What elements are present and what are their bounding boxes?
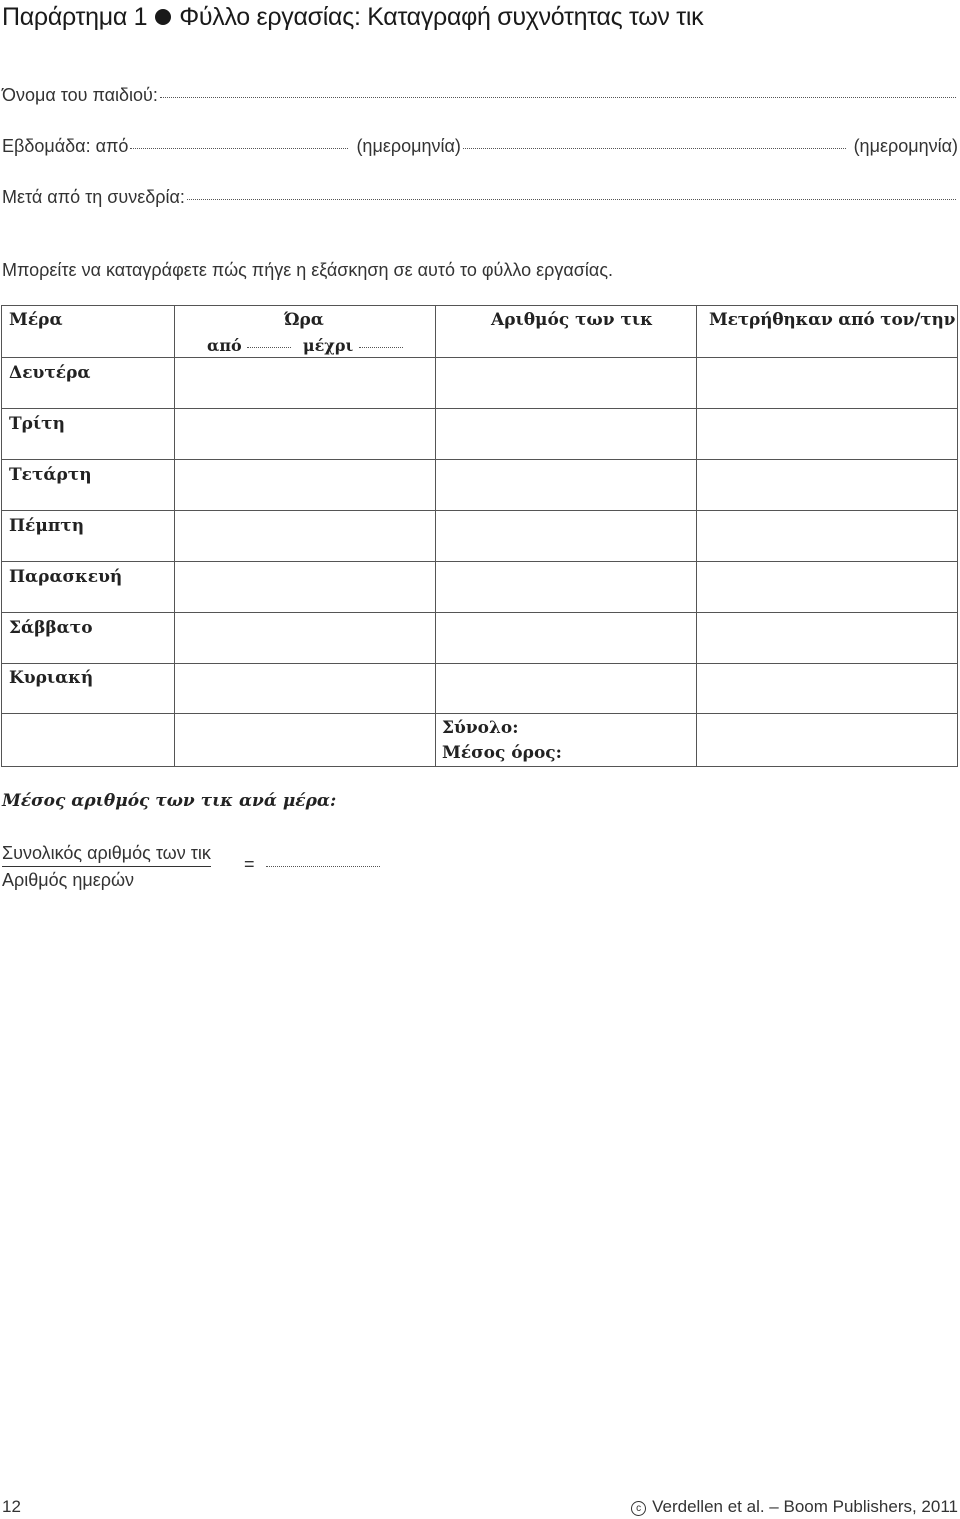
table-divider [2,561,957,562]
header-time-range [207,336,403,355]
week-start-field[interactable] [130,147,348,149]
time-from-label: από [207,336,242,355]
formula-result-field[interactable] [266,866,380,867]
day-saturday: Σάββατο [9,618,93,638]
table-divider [2,713,957,714]
week-label: Εβδομάδα: από [2,136,129,156]
total-label: Σύνολο: [442,718,519,738]
child-name-row [2,84,958,106]
day-sunday: Κυριακή [9,668,94,688]
week-end-field[interactable] [463,147,846,149]
time-to-label: μέχρι [302,336,354,355]
table-divider [696,306,697,766]
table-divider [2,408,957,409]
day-thursday: Πέμπτη [9,516,85,536]
formula-denominator: Αριθμός ημερών [2,870,135,890]
credit-text: Verdellen et al. – Boom Publishers, 2011 [652,1497,958,1516]
table-divider [2,612,957,613]
child-name-label: Όνομα του παιδιού: [2,85,158,105]
copyright-icon: c [631,1501,646,1516]
header-tic-count: Αριθμός των τικ [491,310,653,330]
session-label: Μετά από τη συνεδρία: [2,187,185,207]
session-row [2,186,958,208]
formula-numerator: Συνολικός αριθμός των τικ [2,842,211,867]
equals-sign: = [244,854,255,874]
instruction-text: Μπορείτε να καταγράφετε πώς πήγε η εξάσκηση σε αυτό το φύλλο εργασίας. [2,260,613,280]
day-monday: Δευτέρα [9,363,91,383]
day-tuesday: Τρίτη [9,414,65,434]
page-title [2,0,703,34]
bullet-icon [155,9,171,25]
time-from-field[interactable] [247,347,291,348]
appendix-label: Παράρτημα 1 [2,3,148,31]
copyright-notice [631,1497,958,1517]
worksheet-title: Φύλλο εργασίας: Καταγραφή συχνότητας των τικ [179,3,704,31]
child-name-field[interactable] [160,96,956,98]
header-time: Ώρα [284,310,324,330]
average-formula [2,842,255,891]
table-divider [2,663,957,664]
header-counted-by: Μετρήθηκαν από τον/την [709,310,956,330]
mean-label: Μέσος όρος: [442,743,562,763]
date-label-end: (ημερομηνία) [853,136,958,156]
table-divider [2,357,957,358]
table-divider [435,306,436,766]
average-heading: Μέσος αριθμός των τικ ανά μέρα: [2,791,337,811]
time-to-field[interactable] [359,347,403,348]
day-friday: Παρασκευή [9,567,123,587]
day-wednesday: Τετάρτη [9,465,92,485]
date-label-start: (ημερομηνία) [356,136,461,156]
tic-log-table [1,305,958,767]
week-row [2,135,958,157]
page-number: 12 [2,1497,21,1516]
table-divider [174,306,175,766]
table-divider [2,510,957,511]
session-field[interactable] [187,198,956,200]
table-divider [2,459,957,460]
header-day: Μέρα [9,310,63,330]
